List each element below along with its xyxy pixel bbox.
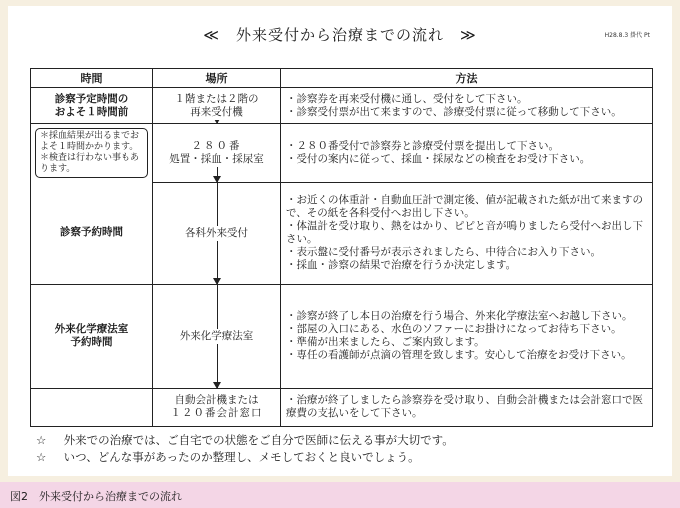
table-row bbox=[31, 388, 653, 426]
time-cell bbox=[31, 388, 153, 426]
time-cell-notes bbox=[31, 124, 153, 183]
flow-table bbox=[30, 68, 653, 427]
document-sheet bbox=[8, 6, 672, 476]
time-cell: 外来化学療法室 予約時間 bbox=[31, 284, 153, 388]
header-method: 方法 bbox=[281, 69, 653, 88]
time-cell: 診察予約時間 bbox=[31, 182, 153, 284]
table-row bbox=[31, 88, 653, 124]
table-row bbox=[31, 284, 653, 388]
star-icon: ☆ bbox=[36, 433, 47, 447]
method-cell: ・お近くの体重計・自動血圧計で測定後、値が記載された紙が出て来ますので、その紙を各科受付へお出し下さい。 ・体温計を受け取り、熱をはかり、ピピと音が鳴りましたら受付へお出し下さい。 ・表示盤に受付番号が表示されましたら、中待合にお入り下さい。 ・採血・診察の結果で治療を行うか決定します。 bbox=[281, 182, 653, 284]
method-cell: ・診察券を再来受付機に通し、受付をして下さい。 ・診察受付票が出て来ますので、診療受付票に従って移動して下さい。 bbox=[281, 88, 653, 124]
place-cell: 外来化学療法室 bbox=[153, 284, 281, 388]
figure-caption-bar bbox=[0, 482, 680, 508]
header-time: 時間 bbox=[31, 69, 153, 88]
method-cell: ・治療が終了しましたら診察券を受け取り、自動会計機または会計窓口で医療費の支払いをして下さい。 bbox=[281, 388, 653, 426]
flow-arrow-head bbox=[213, 176, 221, 183]
date-stamp: H28.8.3 掛代 Pt bbox=[604, 32, 650, 39]
lab-note-box: ＊採血結果が出るまでおよそ１時間かかります。 ＊検査は行わない事もあります。 bbox=[35, 128, 148, 178]
place-cell: 各科外来受付 bbox=[153, 182, 281, 284]
figure-caption: 図2 外来受付から治療までの流れ bbox=[10, 490, 182, 503]
document-title: ≪ 外来受付から治療までの流れ ≫ bbox=[203, 26, 477, 44]
star-icon: ☆ bbox=[36, 450, 47, 464]
table-row bbox=[31, 124, 653, 183]
method-cell: ・診察が終了し本日の治療を行う場合、外来化学療法室へお越し下さい。 ・部屋の入口にある、水色のソファーにお掛けになってお待ち下さい。 ・準備が出来ましたら、ご案内致します。 ・専任の看護師が点滴の管理を致します。安心して治療をお受け下さい。 bbox=[281, 284, 653, 388]
time-cell: 診察予定時間の およそ１時間前 bbox=[31, 88, 153, 124]
header-place: 場所 bbox=[153, 69, 281, 88]
footnote-item: ☆ 外来での治療では、ご自宅での状態をご自分で医師に伝える事が大切です。 bbox=[36, 433, 454, 447]
table-header-row bbox=[31, 69, 653, 88]
flow-arrow-head bbox=[213, 278, 221, 285]
table-row bbox=[31, 182, 653, 284]
place-cell: 自動会計機または １２０番会計窓口 bbox=[153, 388, 281, 426]
flow-arrow-head bbox=[213, 382, 221, 389]
footnotes bbox=[36, 432, 454, 466]
footnote-item: ☆ いつ、どんな事があったのか整理し、メモしておくと良いでしょう。 bbox=[36, 450, 420, 464]
place-cell: ２８０番 処置・採血・採尿室 bbox=[153, 124, 281, 183]
method-cell: ・２８０番受付で診察券と診療受付票を提出して下さい。 ・受付の案内に従って、採血・採尿などの検査をお受け下さい。 bbox=[281, 124, 653, 183]
place-cell: １階または２階の 再来受付機 bbox=[153, 88, 281, 124]
